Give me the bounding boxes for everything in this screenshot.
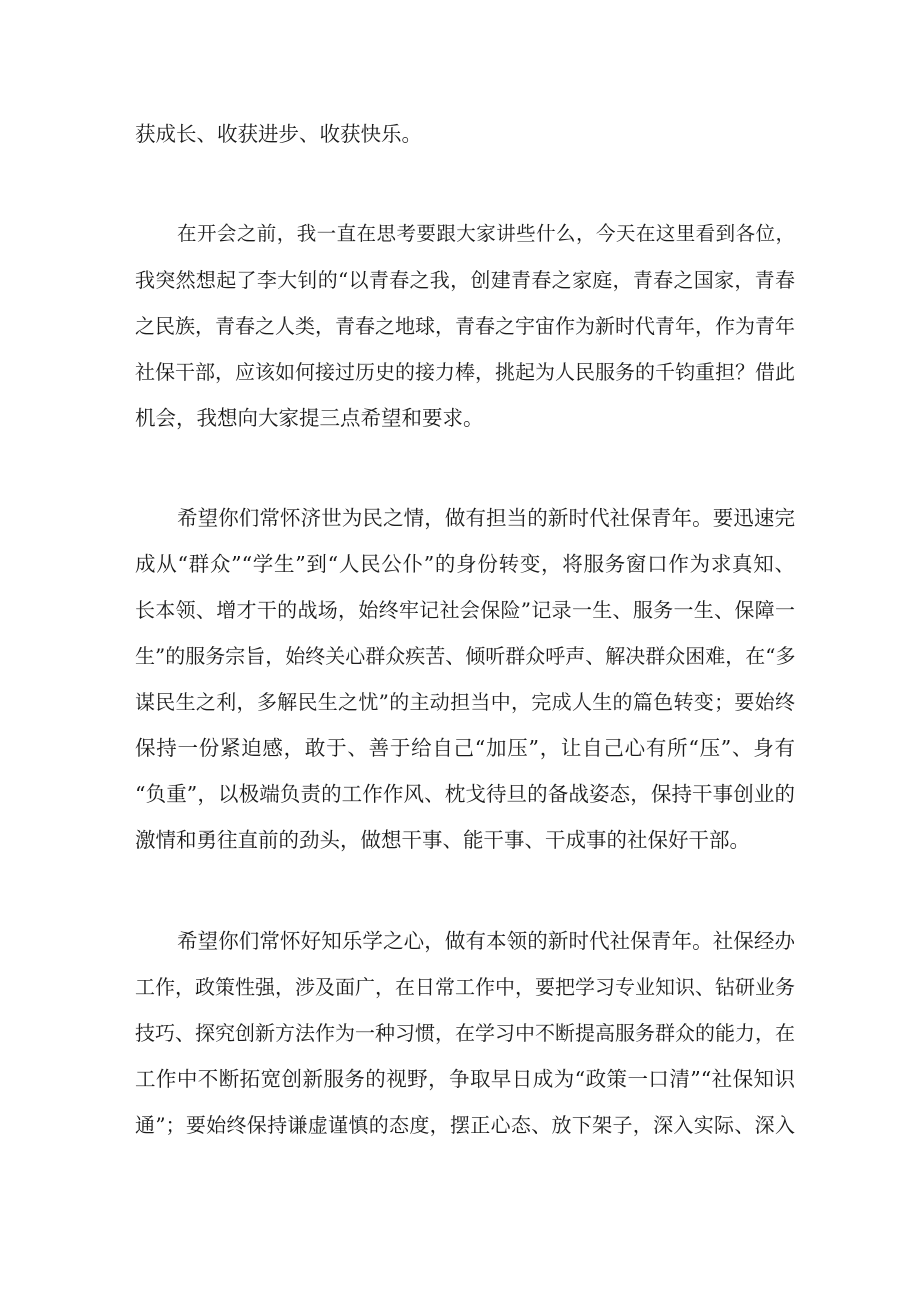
paragraph-2-line-2: 我突然想起了李大钊的“以青春之我，创建青春之家庭，青春之国家，青春: [135, 268, 795, 292]
paragraph-2-line-4: 社保干部，应该如何接过历史的接力棒，挑起为人民服务的千钧重担？借此: [135, 360, 795, 384]
paragraph-3-line-7: “负重”，以极端负责的工作作风、枕戈待旦的备战姿态，保持干事创业的: [135, 782, 795, 806]
paragraph-4-line-4: 工作中不断拓宽创新服务的视野，争取早日成为“政策一口清”“社保知识: [135, 1067, 795, 1091]
paragraph-4-line-1: 希望你们常怀好知乐学之心，做有本领的新时代社保青年。社保经办: [177, 929, 795, 953]
paragraph-3-line-3: 长本领、增才干的战场，始终牢记社会保险”记录一生、服务一生、保障一: [135, 598, 795, 622]
paragraph-3-line-1: 希望你们常怀济世为民之情，做有担当的新时代社保青年。要迅速完: [177, 506, 795, 530]
paragraph-3-line-4: 生”的服务宗旨，始终关心群众疾苦、倾听群众呼声、解决群众困难，在“多: [135, 644, 796, 668]
paragraph-3-line-8: 激情和勇往直前的劲头，做想干事、能干事、干成事的社保好干部。: [135, 828, 750, 852]
paragraph-2-line-1: 在开会之前，我一直在思考要跟大家讲些什么，今天在这里看到各位，: [177, 222, 795, 245]
paragraph-2-line-5: 机会，我想向大家提三点希望和要求。: [135, 406, 484, 430]
paragraph-4-line-5: 通”；要始终保持谦虚谨慎的态度，摆正心态、放下架子，深入实际、深入: [135, 1113, 795, 1137]
paragraph-3-line-2: 成从“群众”“学生”到“人民公仆”的身份转变，将服务窗口作为求真知、: [135, 552, 795, 576]
paragraph-3-line-6: 保持一份紧迫感，敢于、善于给自己“加压”，让自己心有所“压”、身有: [135, 736, 795, 760]
paragraph-1-line-1: 获成长、收获进步、收获快乐。: [135, 122, 422, 146]
paragraph-3-line-5: 谋民生之利，多解民生之忧”的主动担当中，完成人生的篇色转变；要始终: [135, 690, 795, 714]
paragraph-4-line-3: 技巧、探究创新方法作为一种习惯，在学习中不断提高服务群众的能力，在: [135, 1021, 795, 1045]
paragraph-2-line-3: 之民族，青春之人类，青春之地球，青春之宇宙作为新时代青年，作为青年: [135, 314, 795, 338]
paragraph-4-line-2: 工作，政策性强，涉及面广，在日常工作中，要把学习专业知识、钻研业务: [135, 975, 795, 999]
